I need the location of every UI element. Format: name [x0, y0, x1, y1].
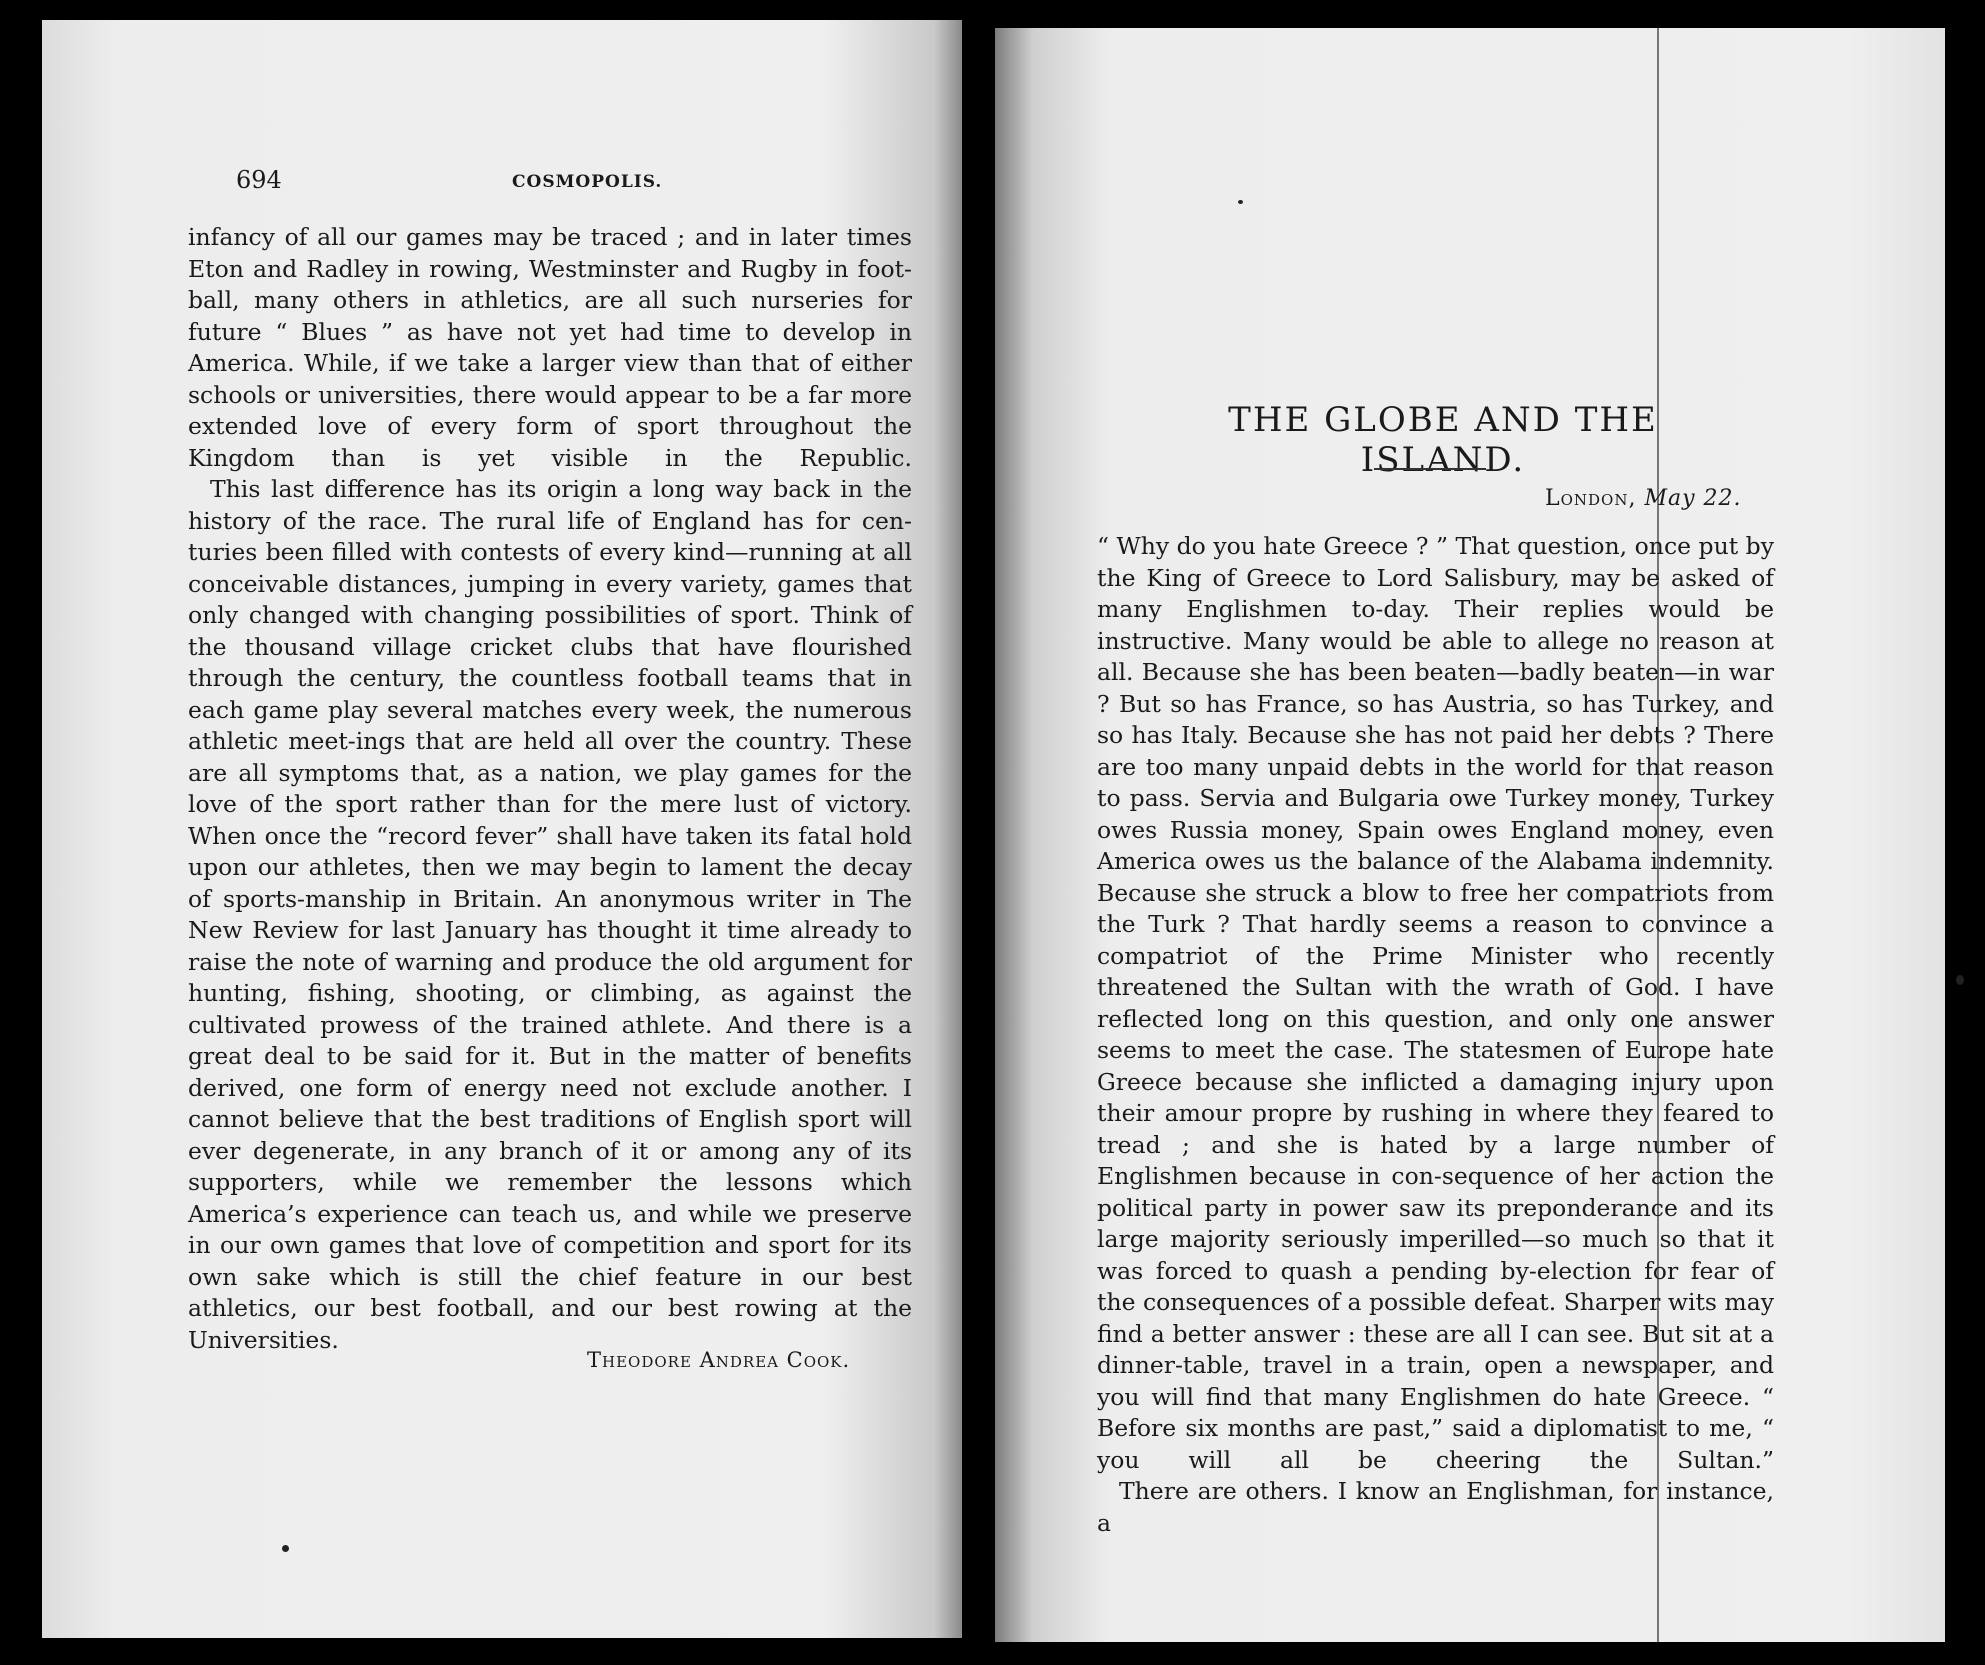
dateline-date: May 22.	[1644, 486, 1742, 511]
left-page-body	[188, 222, 912, 1356]
ink-speck	[282, 1545, 289, 1552]
dateline-place: London,	[1545, 486, 1637, 511]
article-title: THE GLOBE AND THE ISLAND.	[1228, 400, 1658, 480]
running-head: COSMOPOLIS.	[512, 172, 663, 192]
right-page-body	[1097, 531, 1774, 1539]
right-paragraph-1: “ Why do you hate Greece ? ” That question, once put by the King of Greece to Lord Salisbury, may be asked of many Englishmen to-day. Their replies would be instructive. Many would be able to allege no reason at all. Because she has been beaten—badly beaten—in war ? But so has France, so has Austria, so has Turkey, and so has Italy. Because she has not paid her debts ? There are too many unpaid debts in the world for that reason to pass. Servia and Bulgaria owe Turkey money, Turkey owes Russia money, Spain owes England money, even America owes us the balance of the Alabama indemnity. Because she struck a blow to free her compatriots from the Turk ? That hardly seems a reason to convince a compatriot of the Prime Minister who recently threatened the Sultan with the wrath of God. I have reflected long on this question, and only one answer seems to meet the case. The statesmen of Europe hate Greece because she inflicted a damaging injury upon their amour propre by rushing in where they feared to tread ; and she is hated by a large number of Englishmen because in con-sequence of her action the political party in power saw its preponderance and its large majority seriously imperilled—so much so that it was forced to quash a pending by-election for fear of the consequences of a possible defeat. Sharper wits may find a better answer : these are all I can see. But sit at a dinner-table, travel in a train, open a newspaper, and you will find that many Englishmen do hate Greece. “ Before six months are past,” said a diplomatist to me, “ you will all be cheering the Sultan.”	[1097, 532, 1775, 1474]
author-signature: Theodore Andrea Cook.	[587, 1348, 851, 1372]
left-paragraph-2: This last difference has its origin a long way back in the history of the race. The rural life of England has for cen-turies been filled with contests of every kind—running at all conceivable distances, jumping in every variety, games that only changed with changing possibilities of sport. Think of the thousand village cricket clubs that have flourished through the century, the countless football teams that in each game play several matches every week, the numerous athletic meet-ings that are held all over the country. These are all symptoms that, as a nation, we play games for the love of the sport rather than for the mere lust of victory. When once the “record fever” shall have taken its fatal hold upon our athletes, then we may begin to lament the decay of sports-manship in Britain. An anonymous writer in The New Review for last January has thought it time already to raise the note of warning and produce the old argument for hunting, fishing, shooting, or climbing, as against the cultivated prowess of the trained athlete. And there is a great deal to be said for it. But in the matter of benefits derived, one form of energy need not exclude another. I cannot believe that the best traditions of English sport will ever degenerate, in any branch of it or among any of its supporters, while we remember the lessons which America’s experience can teach us, and while we preserve in our own games that love of competition and sport for its own sake which is still the chief feature in our best athletics, our best football, and our best rowing at the Universities.	[188, 475, 912, 1354]
left-paragraph-1: infancy of all our games may be traced ; and in later times Eton and Radley in rowing, Westminster and Rugby in foot-ball, many others in athletics, are all such nurseries for future “ Blues ” as have not yet had time to develop in America. While, if we take a larger view than that of either schools or universities, there would appear to be a far more extended love of every form of sport throughout the Kingdom than is yet visible in the Republic.	[188, 223, 912, 472]
dateline	[1545, 486, 1742, 511]
page-number: 694	[236, 166, 282, 194]
ink-speck	[1238, 200, 1243, 204]
right-paragraph-2: There are others. I know an Englishman, for instance, a	[1097, 1477, 1774, 1537]
ink-speck	[1956, 975, 1964, 985]
book-gutter	[962, 0, 995, 1665]
title-rule	[1374, 468, 1486, 470]
